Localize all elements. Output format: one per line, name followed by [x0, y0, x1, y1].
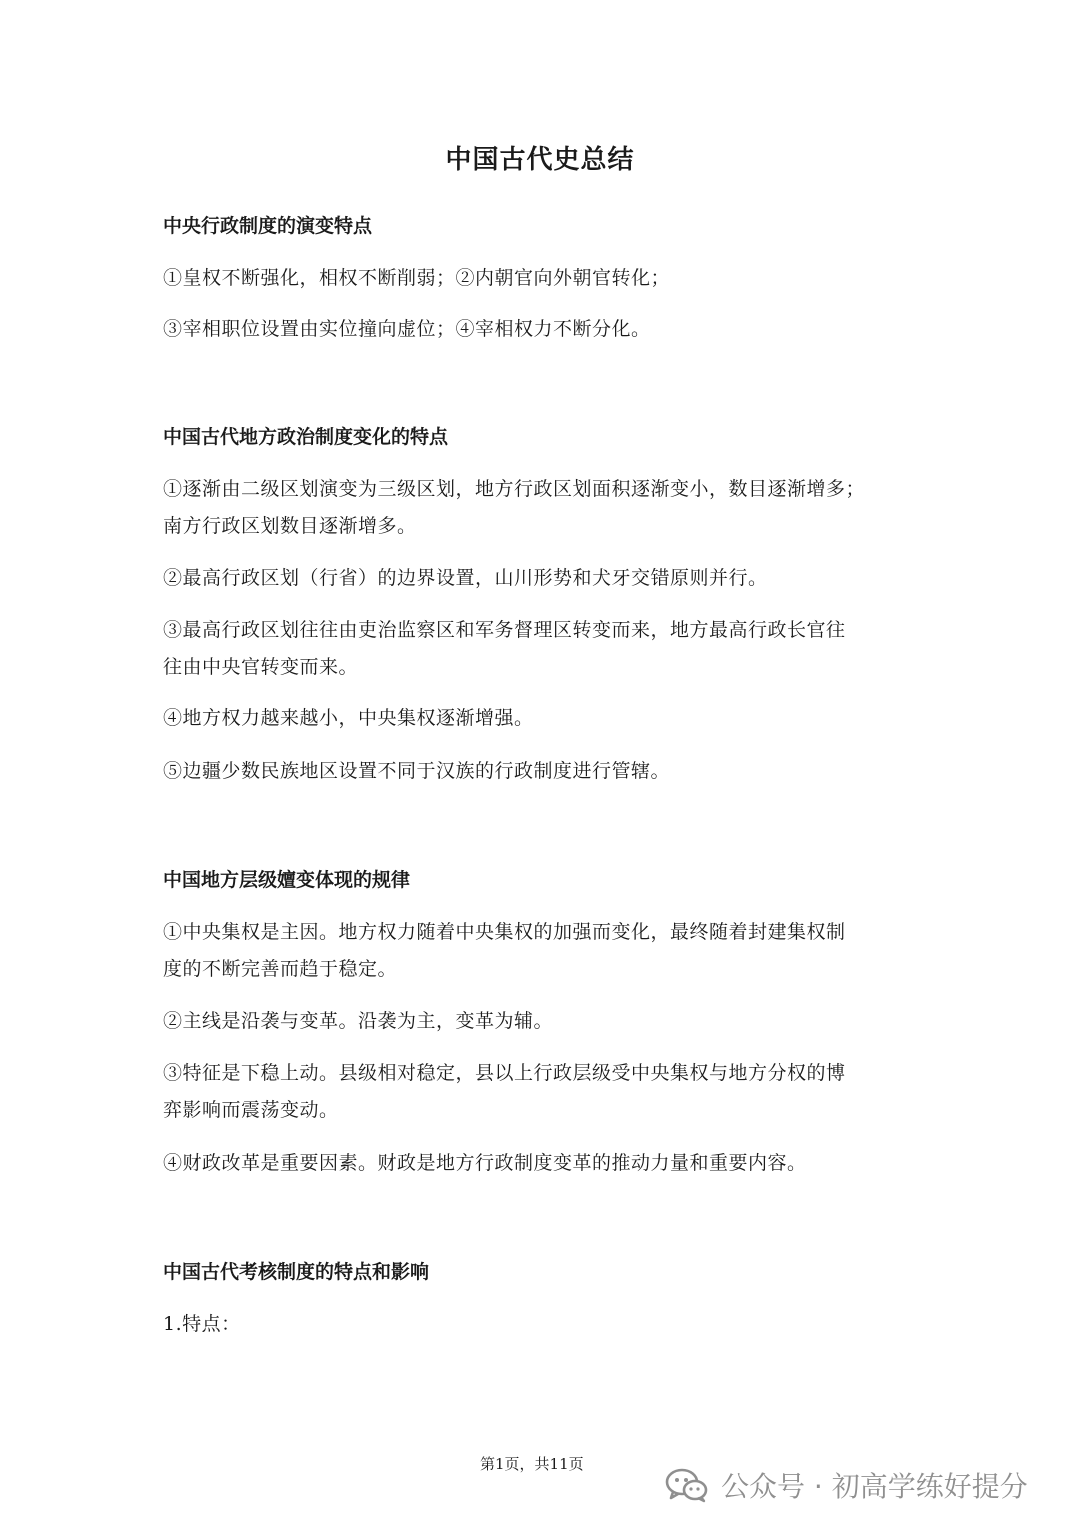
text-line: ②主线是沿袭与变革。沿袭为主，变革为辅。: [163, 1010, 554, 1032]
text-line: ④地方权力越来越小，中央集权逐渐增强。: [163, 707, 534, 729]
paragraph: [163, 753, 923, 790]
text-line: 1.特点：: [163, 1313, 241, 1335]
text-line: 南方行政区划数目逐渐增多。: [163, 515, 417, 537]
text-line: 往由中央官转变而来。: [163, 656, 359, 678]
paragraph: [163, 471, 923, 545]
section-heading: 中国古代考核制度的特点和影响: [163, 1261, 430, 1283]
page-number: 第1页，共11页: [480, 1455, 584, 1473]
text-line: ①逐渐由二级区划演变为三级区划，地方行政区划面积逐渐变小，数目逐渐增多；: [163, 478, 866, 500]
text-line: ①中央集权是主因。地方权力随着中央集权的加强而变化，最终随着封建集权制: [163, 921, 846, 943]
text-line: 弈影响而震荡变动。: [163, 1099, 339, 1121]
text-line: ④财政改革是重要因素。财政是地方行政制度变革的推动力量和重要内容。: [163, 1152, 807, 1174]
watermark-text: 公众号 · 初高学练好提分: [721, 1470, 1028, 1503]
section-heading: 中国古代地方政治制度变化的特点: [163, 426, 449, 448]
section-heading: 中国地方层级嬗变体现的规律: [163, 869, 411, 891]
wechat-icon: [665, 1467, 709, 1503]
text-line: ②最高行政区划（行省）的边界设置，山川形势和犬牙交错原则并行。: [163, 567, 768, 589]
watermark: [665, 1460, 1028, 1510]
paragraph: [163, 260, 923, 297]
text-line: ③最高行政区划往往由吏治监察区和军务督理区转变而来，地方最高行政长官往: [163, 619, 846, 641]
paragraph: [163, 311, 923, 348]
text-line: ③特征是下稳上动。县级相对稳定，县以上行政层级受中央集权与地方分权的博: [163, 1062, 846, 1084]
paragraph: [163, 560, 923, 597]
section-heading: 中央行政制度的演变特点: [163, 215, 373, 237]
text-line: ⑤边疆少数民族地区设置不同于汉族的行政制度进行管辖。: [163, 760, 671, 782]
paragraph: [163, 1145, 923, 1182]
page-title: 中国古代史总结: [445, 145, 635, 175]
paragraph: [163, 1306, 923, 1343]
paragraph: [163, 1055, 923, 1129]
paragraph: [163, 1003, 923, 1040]
paragraph: [163, 612, 923, 686]
paragraph: [163, 700, 923, 737]
paragraph: [163, 914, 923, 988]
text-line: ③宰相职位设置由实位撞向虚位；④宰相权力不断分化。: [163, 318, 651, 340]
text-line: ①皇权不断强化，相权不断削弱；②内朝官向外朝官转化；: [163, 267, 671, 289]
text-line: 度的不断完善而趋于稳定。: [163, 958, 398, 980]
